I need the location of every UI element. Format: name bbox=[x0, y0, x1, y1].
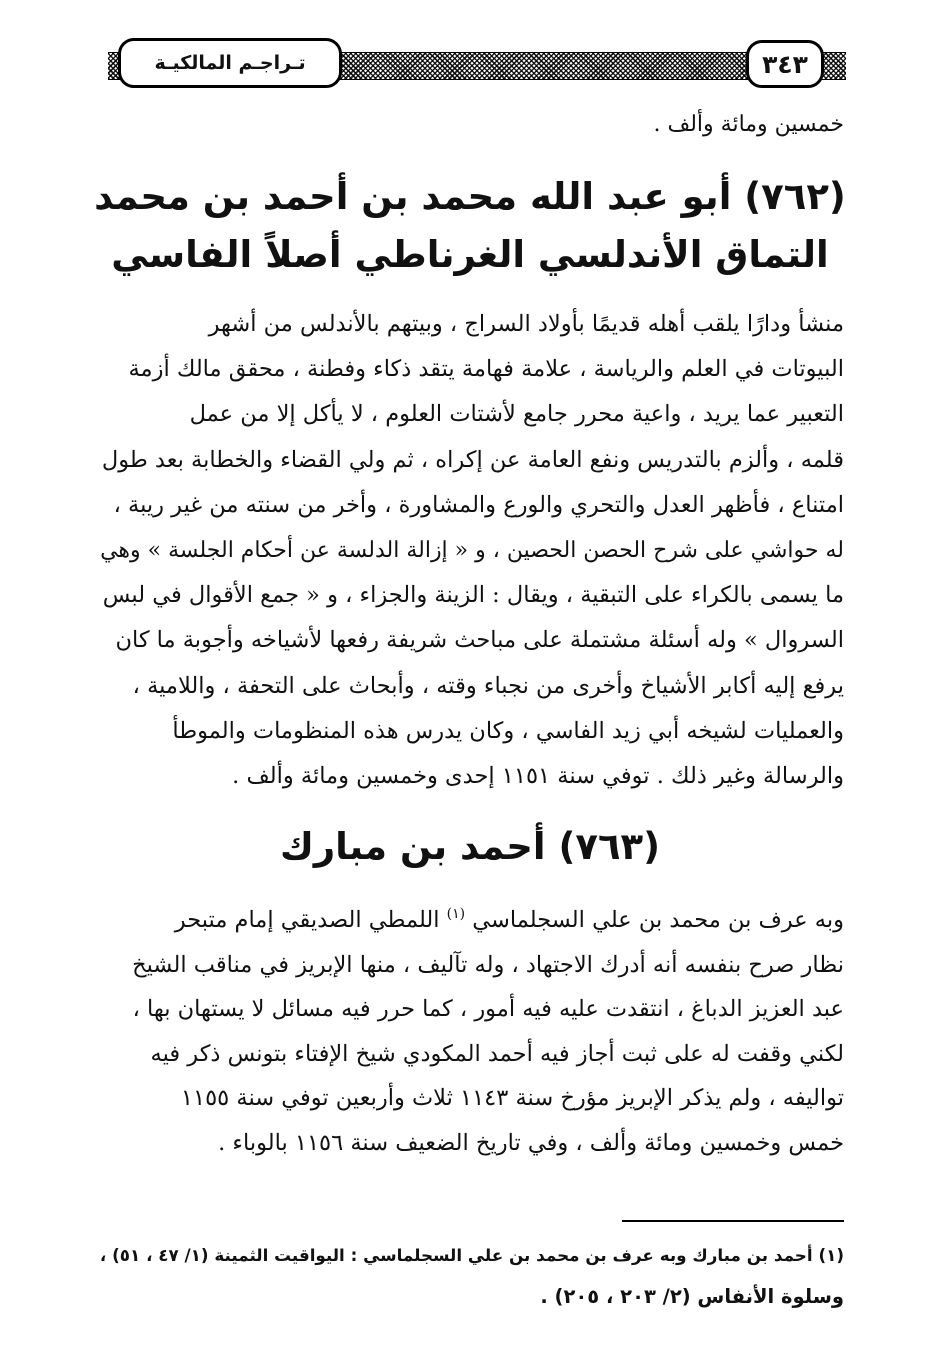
body-line: عبد العزيز الدباغ ، انتقدت عليه فيه أمور ، كما حرر فيه مسائل لا يستهان بها ، bbox=[132, 996, 844, 1022]
body-line: له حواشي على شرح الحصن الحصين ، و « إزالة الدلسة عن أحكام الجلسة » وهي bbox=[100, 538, 844, 564]
body-line: امتناع ، فأظهر العدل والتحري والورع والمشاورة ، وأخر من سنته من غير ريبة ، bbox=[113, 491, 844, 518]
footnote-marker[interactable]: (١) bbox=[446, 906, 466, 922]
body-line: تواليفه ، ولم يذكر الإبريز مؤرخ سنة ١١٤٣ ثلاث وأربعين توفي سنة ١١٥٥ bbox=[180, 1085, 844, 1111]
body-line: التعبير عما يريد ، واعية محرر جامع لأشتات العلوم ، لا يأكل إلا من عمل bbox=[189, 401, 844, 428]
body-line: قلمه ، وألزم بالتدريس ونفع العامة عن إكراه ، ثم ولي القضاء والخطابة بعد طول bbox=[101, 446, 844, 473]
continuation-line: خمسين ومائة وألف . bbox=[653, 112, 844, 137]
entry-763-body bbox=[92, 898, 844, 1165]
body-line: منشأ ودارًا يلقب أهله قديمًا بأولاد السراج ، وبيتهم بالأندلس من أشهر bbox=[208, 311, 844, 337]
running-header bbox=[108, 38, 846, 94]
entry-762-body bbox=[92, 302, 844, 799]
footnote-line: (١) أحمد بن مبارك وبه عرف بن محمد بن علي السجلماسي : اليواقيت الثمينة (١/ ٤٧ ، ٥١) ، bbox=[99, 1245, 844, 1265]
body-line: خمس وخمسين ومائة وألف ، وفي تاريخ الضعيف سنة ١١٥٦ بالوباء . bbox=[218, 1129, 844, 1156]
header-title: تـراجـم المالكيـة bbox=[118, 38, 342, 88]
body-line: لكني وقفت له على ثبت أجاز فيه أحمد المكودي شيخ الإفتاء بتونس ذكر فيه bbox=[150, 1040, 844, 1067]
footnote-line: وسلوة الأنفاس (٢/ ٢٠٣ ، ٢٠٥) . bbox=[540, 1285, 844, 1308]
body-text: وبه عرف بن محمد بن علي السجلماسي bbox=[472, 907, 844, 933]
body-line: يرفع إليه أكابر الأشياخ وأخرى من نجباء وقته ، وأبحاث على التحفة ، واللامية ، bbox=[132, 672, 844, 699]
entry-762-heading-line2: التماق الأندلسي الغرناطي أصلاً الفاسي bbox=[111, 233, 829, 276]
body-line: نظار صرح بنفسه أنه أدرك الاجتهاد ، وله تآليف ، منها الإبريز في مناقب الشيخ bbox=[132, 951, 844, 978]
body-text: اللمطي الصديقي إمام متبحر bbox=[174, 907, 440, 933]
body-line-with-footnote bbox=[92, 898, 844, 943]
page-number: ٣٤٣ bbox=[746, 40, 824, 88]
body-line: والعمليات لشيخه أبي زيد الفاسي ، وكان يدرس هذه المنظومات والموطأ bbox=[172, 717, 844, 744]
body-line: ما يسمى بالكراء على التبقية ، ويقال : الزينة والجزاء ، و « جمع الأقوال في لبس bbox=[102, 582, 844, 609]
footnote-separator bbox=[622, 1220, 844, 1222]
body-line: والرسالة وغير ذلك . توفي سنة ١١٥١ إحدى وخمسين ومائة وألف . bbox=[232, 763, 844, 790]
footnotes bbox=[92, 1234, 844, 1318]
entry-763-heading: (٧٦٣) أحمد بن مبارك bbox=[279, 825, 661, 868]
body-line: السروال » وله أسئلة مشتملة على مباحث شريفة رفعها لأشياخه وأجوبة ما كان bbox=[115, 627, 844, 654]
entry-762-heading-line1: (٧٦٢) أبو عبد الله محمد بن أحمد بن محمد bbox=[94, 175, 846, 218]
body-line: البيوتات في العلم والرياسة ، علامة فهامة يتقد ذكاء وفطنة ، محقق مالك أزمة bbox=[128, 356, 844, 383]
